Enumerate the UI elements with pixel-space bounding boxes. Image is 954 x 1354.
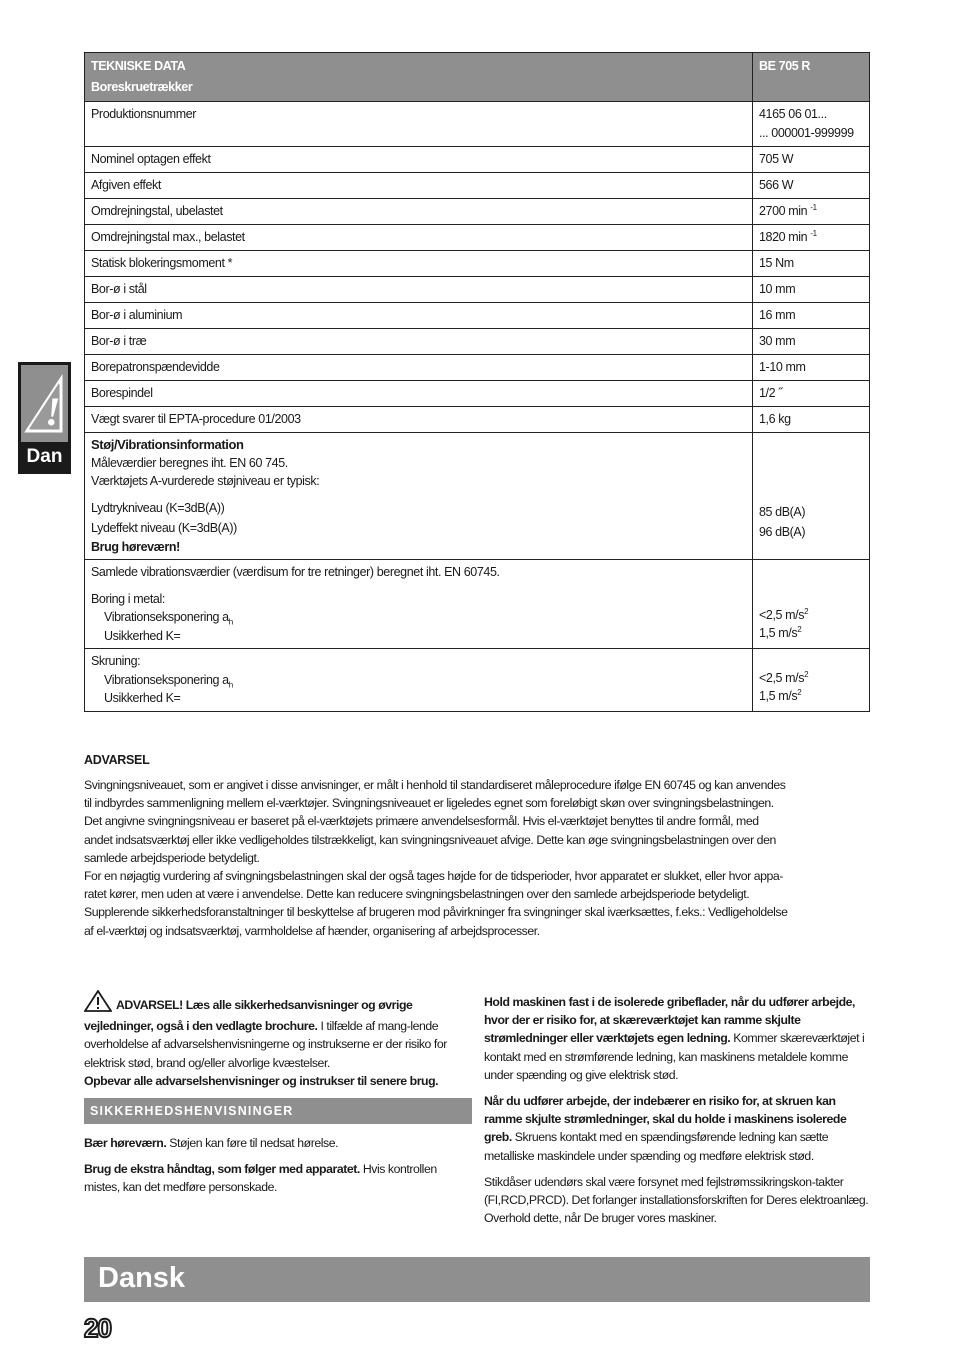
row-value: 1-10 mm xyxy=(753,355,870,381)
value-text: 1820 min xyxy=(759,230,808,244)
right-column xyxy=(484,993,874,1235)
warning-heading: ADVARSEL xyxy=(84,753,150,767)
row-value: 30 mm xyxy=(753,329,870,355)
sound-power-label: Lydeffekt niveau (K=3dB(A)) xyxy=(91,521,237,535)
section-title-bar: SIKKERHEDSHENVISNINGER xyxy=(84,1098,472,1124)
table-row xyxy=(85,407,870,433)
vibration-drilling-values xyxy=(753,560,870,649)
sound-power-value: 96 dB(A) xyxy=(759,525,806,539)
screwing-uncertainty xyxy=(759,687,863,705)
left-column xyxy=(84,990,472,1205)
noise-line: Værktøjets A-vurderede støjniveau er typisk: xyxy=(91,474,320,488)
bold-text: Hold maskinen fast i de isolerede gribeflader, når du udfører arbejde, hvor der er risiko for, at skæreværktøjet kan ramme skjulte strømledninger eller værktøjets egen ledning. xyxy=(484,995,855,1046)
warning-line: Det angivne svingningsniveau er baseret på el-værktøjets primære anvendelsesformål. Hvis el-værktøjet benyttes til andre formål, med xyxy=(84,814,759,829)
bold-text: Brug de ekstra håndtag, som følger med apparatet. xyxy=(84,1162,360,1177)
row-value: 566 W xyxy=(753,173,870,199)
vibration-intro: Samlede vibrationsværdier (værdisum for tre retninger) beregnet iht. EN 60745. xyxy=(91,565,500,579)
row-label: Borepatronspændevidde xyxy=(85,355,753,381)
warning-line: af el-værktøj og indsatsværktøj, varmholdelse af hænder, organisering af arbejdsprocesser. xyxy=(84,923,540,938)
read-instructions-warning xyxy=(84,990,472,1072)
vibration-drilling-row xyxy=(85,560,870,649)
row-label: Borespindel xyxy=(85,381,753,407)
table-header-row xyxy=(85,53,870,102)
noise-values xyxy=(753,433,870,560)
vibration-drilling-info xyxy=(85,560,753,649)
warning-normal-text: I tilfælde af mang-lende overholdelse af advarselshenvisningerne og instrukserne er der risiko for elektrisk stød, brand og/eller alvorlige kvæstelser. xyxy=(84,1019,447,1070)
warning-line: Svingningsniveauet, som er angivet i disse anvisninger, er målt i henhold til standardiseret måleprocedure ifølge EN 60745 og kan anvendes xyxy=(84,778,786,792)
row-label: Produktionsnummer xyxy=(85,102,753,147)
screw-hidden-wire-paragraph xyxy=(484,1092,874,1165)
exposure-text: Vibrationseksponering a xyxy=(104,610,229,624)
table-row xyxy=(85,199,870,225)
page-number: 20 xyxy=(84,1313,111,1343)
bold-text: Når du udfører arbejde, der indebærer en risiko for, at skruen kan ramme skjulte strømledninger, skal du holde i maskinens isolerede greb. xyxy=(484,1094,847,1145)
table-row xyxy=(85,303,870,329)
table-row xyxy=(85,102,870,147)
noise-info xyxy=(85,433,753,560)
exposure-subscript: h xyxy=(228,680,233,689)
value-text: <2,5 m/s xyxy=(759,608,805,622)
row-value: 15 Nm xyxy=(753,251,870,277)
drilling-value xyxy=(759,606,863,624)
warning-line: ratet kører, men uden at være i anvendelse. Dette kan reducere svingningsbelastningen over den samlede arbejdsperiode betydeligt. xyxy=(84,887,750,902)
row-label: Bor-ø i aluminium xyxy=(85,303,753,329)
value-superscript: 2 xyxy=(797,624,802,634)
row-label: Statisk blokeringsmoment * xyxy=(85,251,753,277)
footer-language-label: Dansk xyxy=(98,1262,186,1294)
noise-title: Støj/Vibrationsinformation xyxy=(91,437,244,452)
warning-line: til indbyrdes sammenligning mellem el-værktøjer. Svingningsniveauet er ligeledes egnet som foreløbigt skøn over svingningsbelastningen. xyxy=(84,796,774,811)
value-text: 2700 min xyxy=(759,204,808,218)
row-label: Vægt svarer til EPTA-procedure 01/2003 xyxy=(85,407,753,433)
normal-text: Skruens kontakt med en spændingsførende ledning kan sætte metalliske maskindele under spænding og medføre elektrisk stød. xyxy=(484,1130,829,1163)
vibration-screwing-row xyxy=(85,649,870,712)
noise-row xyxy=(85,433,870,560)
sound-pressure-label: Lydtrykniveau (K=3dB(A)) xyxy=(91,501,225,515)
table-row xyxy=(85,251,870,277)
row-value: 16 mm xyxy=(753,303,870,329)
exposure-text: Vibrationseksponering a xyxy=(104,672,229,687)
svg-text:!: ! xyxy=(45,389,61,434)
row-label: Nominel optagen effekt xyxy=(85,147,753,173)
row-value: 10 mm xyxy=(753,277,870,303)
value-superscript: 2 xyxy=(804,606,809,616)
language-side-tab xyxy=(18,362,71,474)
screwing-title: Skruning: xyxy=(91,654,141,668)
warning-text xyxy=(84,776,874,940)
insulated-grip-paragraph xyxy=(484,993,874,1084)
value-superscript: -1 xyxy=(810,202,817,212)
table-row xyxy=(85,329,870,355)
row-value: 705 W xyxy=(753,147,870,173)
language-footer-bar xyxy=(84,1257,870,1302)
hearing-paragraph xyxy=(84,1134,472,1152)
header-title: TEKNISKE DATA xyxy=(91,59,186,73)
row-value xyxy=(753,102,870,147)
row-label: Omdrejningstal, ubelastet xyxy=(85,199,753,225)
exposure-label xyxy=(91,608,746,627)
normal-text: Hvis kontrollen mistes, kan det medføre personskade. xyxy=(84,1162,437,1195)
vibration-screwing-values xyxy=(753,649,870,712)
sound-pressure-value: 85 dB(A) xyxy=(759,505,806,519)
value-superscript: -1 xyxy=(810,228,817,238)
header-subtitle: Boreskruetrækker xyxy=(91,80,193,94)
row-value: 1,6 kg xyxy=(753,407,870,433)
value-line: ... 000001-999999 xyxy=(759,126,854,140)
warning-line: andet indsatsværktøj eller ikke vedligeholdes tilstrækkeligt, kan svingningsniveauet afvige. Dette kan øge svingningsbelastningen over den xyxy=(84,832,776,847)
outdoor-socket-paragraph: Stikdåser udendørs skal være forsynet med fejlstrømssikringskon-takter (FI,RCD,PRCD). Det forlanger installationsforskriften for Deres elektroanlæg. Overhold dette, når De bruger vores maskiner. xyxy=(484,1174,869,1226)
vibration-screwing-info xyxy=(85,649,753,712)
drilling-uncertainty xyxy=(759,624,863,642)
technical-data-table xyxy=(84,52,870,712)
exposure-subscript: h xyxy=(228,617,233,627)
warning-triangle-icon xyxy=(84,990,112,1017)
warning-icon xyxy=(21,365,68,442)
row-label: Omdrejningstal max., belastet xyxy=(85,225,753,251)
side-tab-label: Dan xyxy=(26,446,63,467)
warning-line: samlede arbejdsperiode betydeligt. xyxy=(84,850,260,865)
exposure-label xyxy=(91,671,746,690)
table-row xyxy=(85,147,870,173)
row-label: Bor-ø i stål xyxy=(85,277,753,303)
keep-instructions-note: Opbevar alle advarselshenvisninger og instrukser til senere brug. xyxy=(84,1073,439,1088)
value-superscript: 2 xyxy=(797,687,802,697)
table-row xyxy=(85,225,870,251)
warning-line: Supplerende sikkerhedsforanstaltninger til beskyttelse af brugeren mod påvirkninger fra svingninger skal iværksættes, f.eks.: Vedligeholdelse xyxy=(84,905,788,920)
drilling-title: Boring i metal: xyxy=(91,591,165,606)
row-value xyxy=(753,199,870,225)
table-header-title xyxy=(85,53,753,102)
hearing-protection-note: Brug høreværn! xyxy=(91,540,180,554)
value-text: 1,5 m/s xyxy=(759,626,798,640)
noise-line: Måleværdier beregnes iht. EN 60 745. xyxy=(91,456,288,470)
value-text: 1,5 m/s xyxy=(759,688,798,703)
table-row xyxy=(85,277,870,303)
row-label: Bor-ø i træ xyxy=(85,329,753,355)
value-text: <2,5 m/s xyxy=(759,670,805,685)
normal-text: Støjen kan føre til nedsat hørelse. xyxy=(166,1136,339,1151)
table-row xyxy=(85,355,870,381)
screwing-value xyxy=(759,669,863,687)
row-value xyxy=(753,225,870,251)
row-label: Afgiven effekt xyxy=(85,173,753,199)
row-value: 1/2 ˝ xyxy=(753,381,870,407)
bold-text: Bær høreværn. xyxy=(84,1136,167,1151)
value-superscript: 2 xyxy=(804,669,809,679)
uncertainty-label: Usikkerhed K= xyxy=(104,691,181,705)
warning-line: For en nøjagtig vurdering af svingningsbelastningen skal der også tages højde for de tidsperioder, hvor apparatet er slukket, eller hvor appa- xyxy=(84,869,783,884)
table-header-model: BE 705 R xyxy=(753,53,870,102)
table-row xyxy=(85,381,870,407)
uncertainty-label: Usikkerhed K= xyxy=(104,628,181,643)
warning-bold-text: ADVARSEL! Læs alle sikkerhedsanvisninger og øvrige vejledninger, også i den vedlagte brochure. xyxy=(84,998,413,1034)
value-line: 4165 06 01... xyxy=(759,107,827,121)
table-row xyxy=(85,173,870,199)
normal-text: Kommer skæreværktøjet i kontakt med en strømførende ledning, kan maskinens metaldele komme under spænding og give elektrisk stød. xyxy=(484,1031,865,1082)
handle-paragraph xyxy=(84,1160,472,1196)
